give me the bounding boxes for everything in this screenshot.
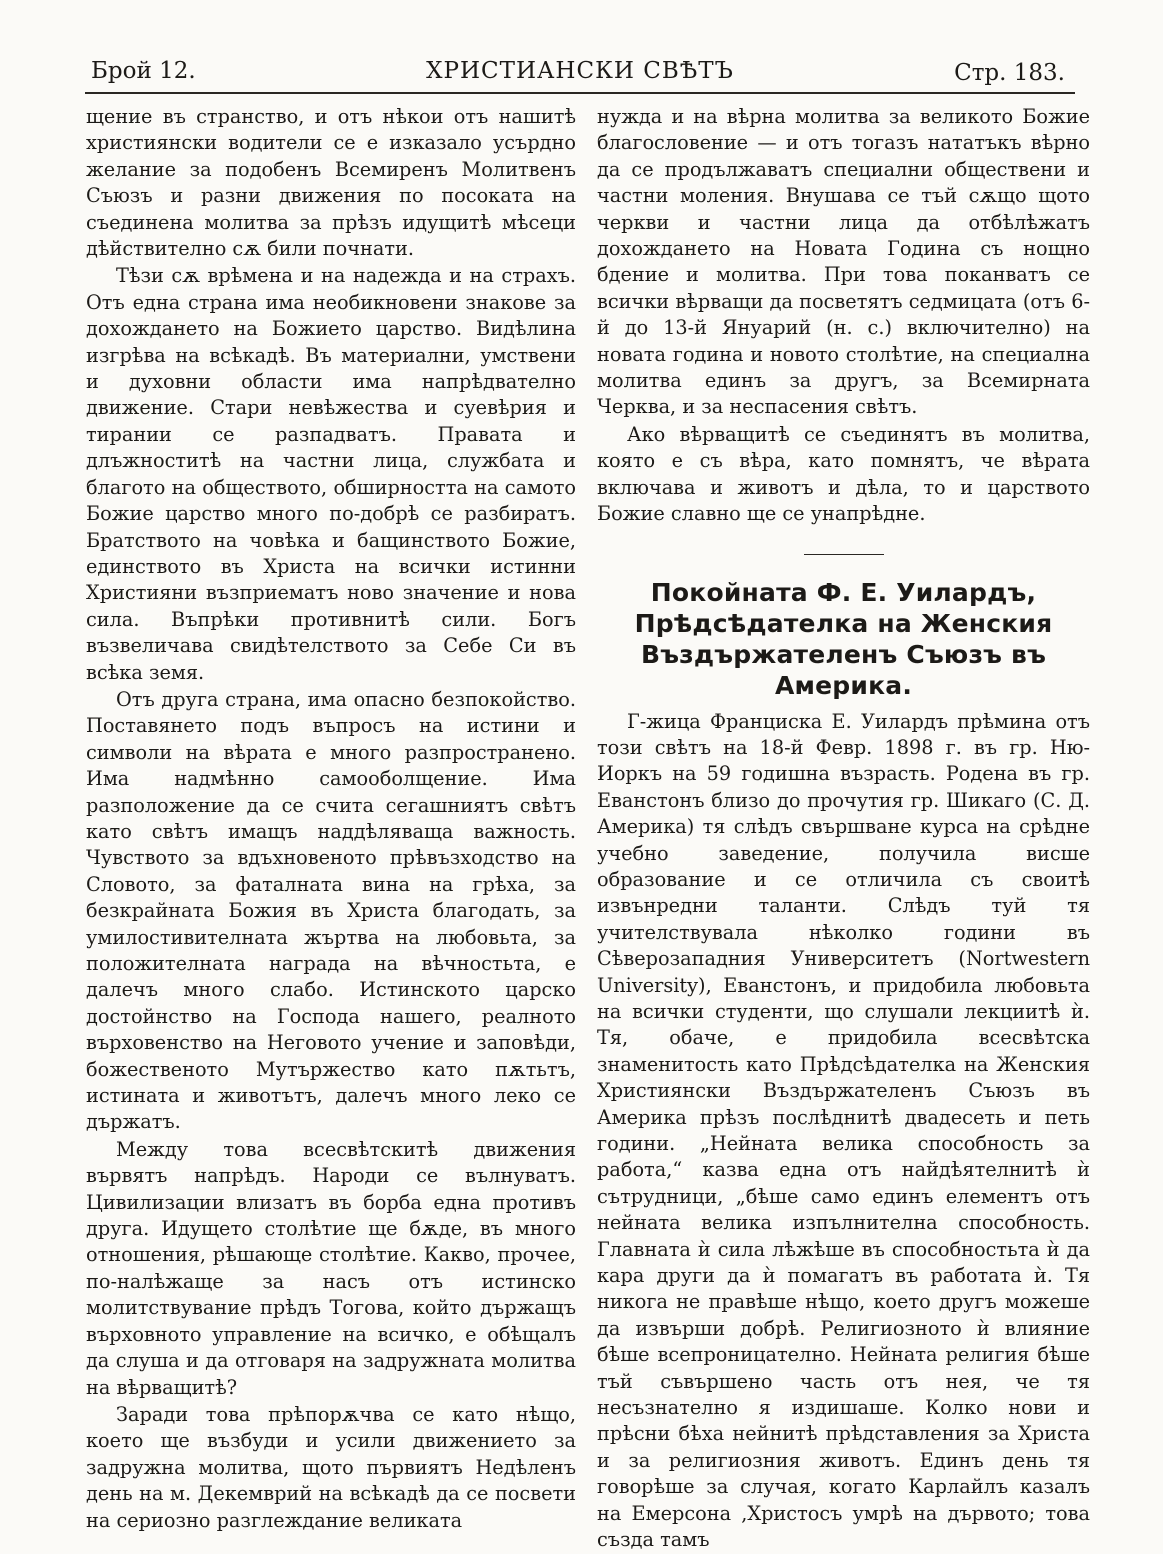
right-column bbox=[597, 104, 1090, 1554]
paragraph: Тѣзи сѫ врѣмена и на надежда и на страхъ. Отъ една страна има необикновени знакове за дохождането на Божието царство. Видѣлина изгрѣва на всѣкадѣ. Въ материални, умствени и духовни области има напрѣдвателно движение. Стари невѣжества и суевѣрия и тирании се разпадватъ. Правата и длъжноститѣ на частни лица, службата и благото на обществото, обширността на самото Божие царство много по-добрѣ се разбиратъ. Братството на човѣка и бащинството Божие, единството въ Христа на всички истинни Християни възприематъ ново значение и нова сила. Въпрѣки противнитѣ сили. Богъ възвеличава свидѣтелството за Себе Си въ всѣка земя. bbox=[86, 264, 576, 684]
left-column bbox=[86, 104, 576, 1534]
paragraph: Между това всесвѣтскитѣ движения вървятъ напрѣдъ. Народи се вълнуватъ. Цивилизации влизатъ въ борба една противъ друга. Идущето столѣтие ще бѫде, въ много отношения, рѣшающе столѣтие. Какво, прочее, по-налѣжаще за насъ отъ истинско молитствувание прѣдъ Тогова, който държащъ върховното управление на всичко, е обѣщалъ да слуша и да отговаря на задружната молитва на вѣрващитѣ? bbox=[86, 1137, 576, 1399]
page-header bbox=[85, 52, 1075, 94]
paragraph: нужда и на вѣрна молитва за великото Божие благословение — и отъ тогазъ нататъкъ вѣрно да се продължаватъ специални обществени и частни моления. Внушава се тъй сѫщо щото черкви и частни лица да отбѣлѣжатъ дохождането на Новата Година съ нощно бдение и молитва. При това поканватъ се всички вѣрващи да посветятъ седмицата (отъ 6-й до 13-й Януарий (н. с.) включително) на новата година и новото столѣтие, на специална молитва единъ за другъ, за Всемирната Черква, и за неспасения свѣтъ. bbox=[597, 105, 1090, 419]
paragraph: щение въ странство, и отъ нѣкои отъ нашитѣ християнски водители се е изказало усърдно желание за подобенъ Всемиренъ Молитвенъ Съюзъ и разни движения по посоката на съединена молитва за прѣзъ идущитѣ мѣсеци дѣйствително сѫ били почнати. bbox=[86, 105, 576, 261]
paragraph: Отъ друга страна, има опасно безпокойство. Поставянето подъ въпросъ на истини и символи на вѣрата е много разпространено. Има надмѣнно самооболщение. Има разположение да се счита сегашниятъ свѣтъ като свѣтъ имащъ наддѣляваща важность. Чувството за вдъхновеното прѣвъзходство на Словото, за фаталната вина на грѣха, за безкрайната Божия въ Христа благодать, за умилостивителната жъртва на любовьта, за положителната награда на вѣчностьта, е далечъ много слабо. Истинското царско достойнство на Господа нашего, реалното върховенство на Неговото учение и заповѣди, божественото Мутържество като пѫтьтъ, истината и животътъ, далечъ много леко се държатъ. bbox=[86, 687, 576, 1134]
paragraph: Заради това прѣпорѫчва се като нѣщо, което ще възбуди и усили движението за задружна молитва, щото първиятъ Недѣленъ день на м. Декемврий на всѣкадѣ да се посвети на сериозно разглеждание великата bbox=[86, 1402, 576, 1532]
section-divider bbox=[804, 554, 884, 555]
journal-title: ХРИСТИАНСКИ СВѢТЪ bbox=[426, 58, 734, 84]
paragraph: Г-жица Франциска Е. Уилардъ прѣмина отъ този свѣтъ на 18-й Февр. 1898 г. въ гр. Ню-Иоркъ на 59 годишна възрасть. Родена въ гр. Еванстонъ близо до прочутия гр. Шикаго (С. Д. Америка) тя слѣдъ свършване курса на срѣдне учебно заведение, получила висше образование и се отличила съ своитѣ извънредни таланти. Слѣдъ туй тя учителствувала нѣколко години въ Сѣверозападния Университетъ (Nortwestern University), Еванстонъ, и придобила любовьта на всички студенти, що слушали лекциитѣ ѝ. Тя, обаче, е придобила всесвѣтска знаменитость като Прѣдсѣдателка на Женския Християнски Въздържателенъ Съюзъ въ Америка прѣзъ послѣднитѣ двадесеть и петь години. „Нейната велика способность за работа,“ казва една отъ найдѣятелнитѣ ѝ сътрудници, „бѣше само единъ елементъ отъ нейната велика изпълнителна способность. Главната ѝ сила лѣжѣше въ способностьта ѝ да кара други да ѝ помагатъ въ работата ѝ. Тя никога не правѣше нѣщо, което другъ можеше да извърши добрѣ. Религиозното ѝ влияние бѣше всепроницателно. Нейната религия бѣше тъй съвършено часть отъ нея, че тя несъзнателно я издишаше. Колко нови и прѣсни бѣха нейнитѣ прѣдставления за Христа и за религиозния животъ. Единъ день тя говорѣше за случая, когато Карлайлъ казалъ на Емерсона ,Христосъ умрѣ на дървото; това създа тамъ bbox=[597, 709, 1090, 1552]
issue-number: Брой 12. bbox=[91, 58, 196, 84]
article-title: Покойната Ф. Е. Уилардъ, Прѣдсѣдателка на Женския Въздържателенъ Съюзъ въ Америка. bbox=[634, 577, 1053, 700]
paragraph: Ако вѣрващитѣ се съединятъ въ молитва, която е съ вѣра, като помнятъ, че вѣрата включава и животъ и дѣла, то и царството Божие славно ще се унапрѣдне. bbox=[597, 422, 1090, 526]
page-number: Стр. 183. bbox=[954, 60, 1065, 86]
